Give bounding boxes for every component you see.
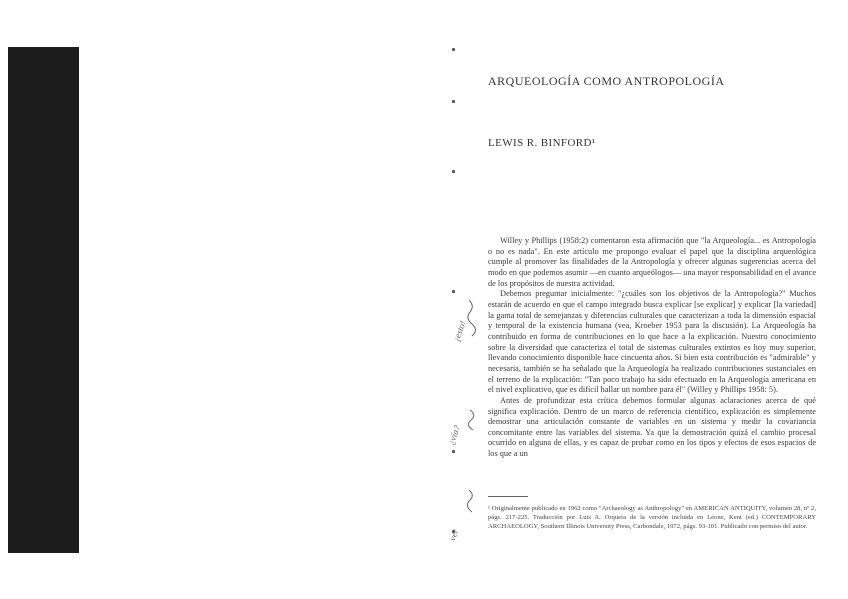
book-binding-shadow bbox=[8, 47, 79, 553]
paragraph: Willey y Phillips (1958:2) comentaron esta afirmación que "la Arqueología... es Antropología o no es nada". En este artículo me propongo evaluar el papel que la disciplina arqueológica cumple al promover las finalidades de la Antropología y ofrecer algunas sugerencias acerca del modo en que podemos asumir —en cuanto arqueólogos— una mayor responsabilidad en el avance de los propósitos de nuestra actividad. bbox=[488, 236, 816, 288]
margin-scribble bbox=[466, 290, 482, 530]
chapter-title: ARQUEOLOGÍA COMO ANTROPOLOGÍA bbox=[488, 74, 725, 88]
margin-note: ¿vía? bbox=[445, 423, 463, 447]
footnote-rule bbox=[488, 496, 528, 497]
author-name: LEWIS R. BINFORD¹ bbox=[488, 137, 596, 149]
margin-note: ¡esto! bbox=[451, 319, 468, 343]
body-text bbox=[488, 236, 816, 460]
paragraph: Debemos preguntar inicialmente: "¿cuáles son los objetivos de la Antropología?" Muchos estarán de acuerdo en que el campo integrado busca explicar [se explicar] y explicar [la variedad] la gama total de semejanzas y diferencias culturales que caracterizan a toda la dimensión espacial y temporal de la existencia humana (vea, Kroeber 1953 para la discusión). La Arqueología ha contribuido en forma de contribuciones en lo que hace a la explicación. Nuestro conocimiento sobre la diversidad que caracteriza el total de sistemas culturales extintos es hoy muy superior, llevando conocimiento disponible hace cincuenta años. Si bien esta contribución es "admirable" y necesaria, también se ha señalado que la Arqueología ha realizado contribuciones sustanciales en el terreno de la explicación: "Tan poco trabajo ha sido efectuado en la Arqueología americana en el nivel explicativo, que es difícil hallar un nombre para él" (Willey y Phillips 1958: 5). bbox=[488, 289, 816, 395]
margin-note: ver bbox=[447, 527, 461, 543]
page-gutter bbox=[452, 40, 466, 560]
paragraph: Antes de profundizar esta crítica debemos formular algunas aclaraciones acerca de qué significa explicación. Dentro de un marco de referencia científico, explicación es simplemente demostrar una articulación constante de variables en un sistema y medir la covariancia concomitante entre las variables del sistema. Ya que la demostración quizá el cambio procesal ocurrido en alguna de ellas, y es capaz de probar como en los tipos y efectos de esos espacios de los que a un bbox=[488, 395, 816, 459]
footnote: ¹ Originalmente publicado en 1962 como "Archaeology as Anthropology" en AMERICAN ANTIQUITY, volumen 28, nº 2, págs. 217-225. Traducción por Luis A. Orquera de la versión incluida en Leone, Kent (ed.) CONTEMPORARY ARCHAEOLOGY, Southern Illinois University Press, Carbondale, 1972, págs. 93-101. Publicado con permiso del autor. bbox=[488, 505, 816, 530]
document-page bbox=[488, 60, 818, 560]
